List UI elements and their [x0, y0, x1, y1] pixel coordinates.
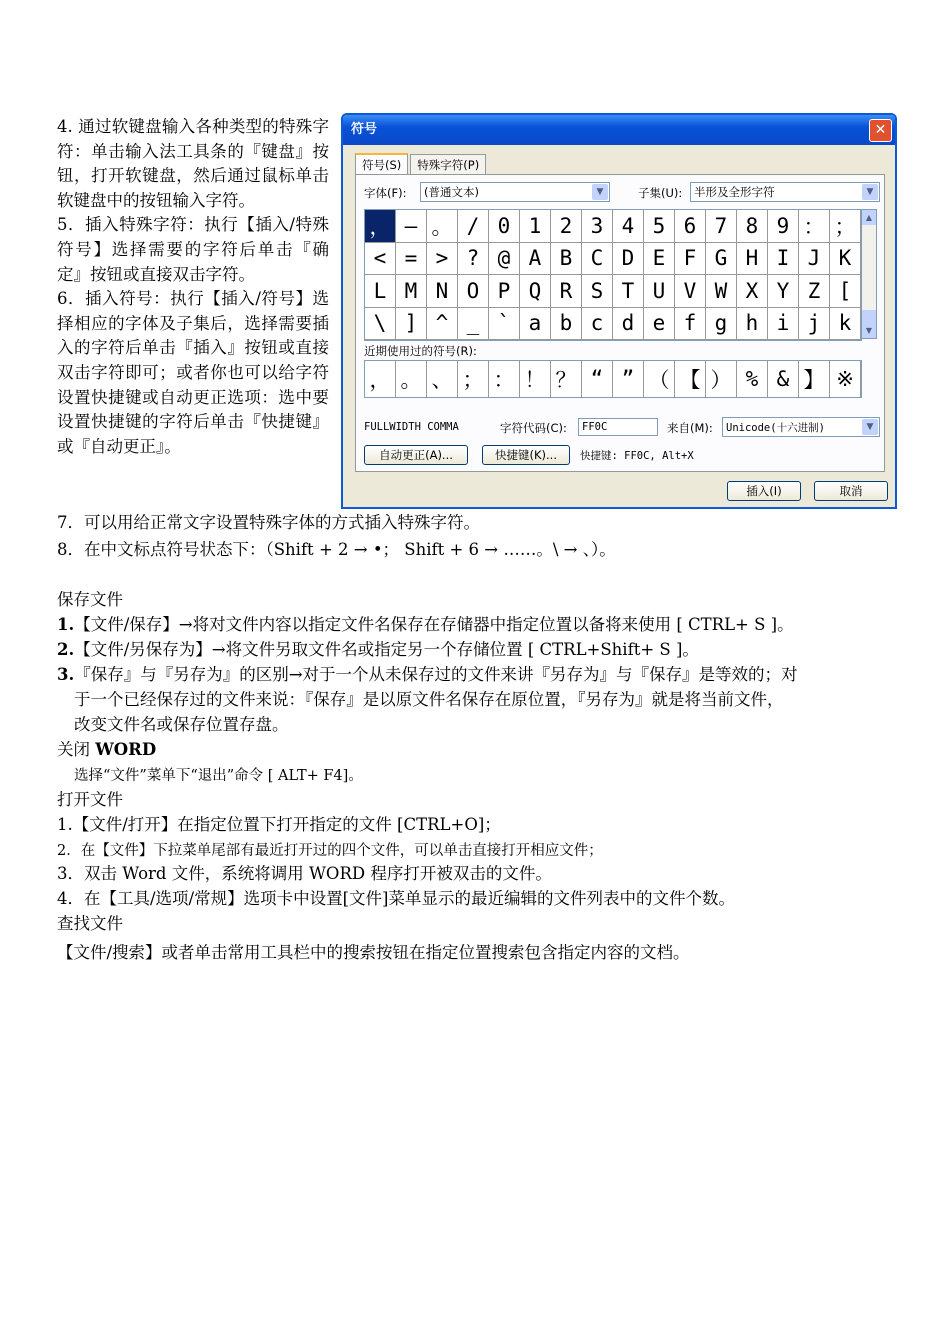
dialog-title: 符号 [351, 122, 378, 137]
close-heading [57, 738, 156, 762]
chevron-down-icon: ▼ [592, 184, 608, 200]
symbol-cell[interactable]: M [396, 275, 427, 308]
save-item-3-text-c: 改变文件名或保存位置存盘。 [74, 715, 289, 734]
tab-symbols[interactable]: 符号(S) [355, 153, 408, 176]
recent-symbol-cell[interactable]: 【 [675, 361, 706, 397]
recent-symbol-cell[interactable]: ！ [520, 361, 551, 397]
close-heading-text: 关闭 [57, 740, 96, 759]
recent-symbol-cell[interactable]: 、 [427, 361, 458, 397]
save-item-3 [57, 663, 798, 687]
from-select[interactable] [722, 417, 880, 437]
find-heading: 查找文件 [57, 914, 123, 933]
recent-symbol-cell[interactable]: & [768, 361, 799, 397]
chevron-down-icon: ▼ [862, 419, 878, 435]
symbol-cell[interactable]: F [675, 243, 706, 276]
symbol-cell[interactable]: ? [458, 243, 489, 276]
symbol-cell[interactable]: ： [799, 210, 830, 243]
open-item-2: 2．在【文件】下拉菜单尾部有最近打开过的四个文件，可以单击直接打开相应文件； [57, 843, 603, 859]
shortcut-key-button[interactable]: 快捷键(K)... [482, 445, 570, 465]
save-heading: 保存文件 [57, 590, 123, 609]
symbol-cell[interactable]: V [675, 275, 706, 308]
save-item-2-text: 【文件/另保存为】→将文件另取文件名或指定另一个存储位置 [ CTRL+Shift+ S ]。 [74, 640, 699, 659]
save-item-3-text-b: 于一个已经保存过的文件来说：『保存』是以原文件名保存在原位置，『另存为』就是将当前文件， [74, 690, 784, 709]
symbol-cell[interactable]: ； [830, 210, 861, 243]
symbol-cell[interactable]: 7 [706, 210, 737, 243]
symbol-cell[interactable]: G [706, 243, 737, 276]
item-8-text: 8．在中文标点符号状态下：（Shift + 2 → •； Shift + 6 → ……。\ → 、）。 [57, 540, 616, 559]
recent-symbol-cell[interactable]: ， [365, 361, 396, 397]
symbol-cell[interactable]: \ [365, 308, 396, 341]
save-item-3-text-a: 『保存』与『另存为』的区别→对于一个从未保存过的文件来讲『另存为』与『保存』是等效的；对 [74, 665, 798, 684]
symbol-cell[interactable]: 1 [520, 210, 551, 243]
symbol-cell[interactable]: 3 [582, 210, 613, 243]
symbol-cell[interactable]: 2 [551, 210, 582, 243]
intro-paragraphs [57, 115, 329, 459]
open-item-3: 3．双击 Word 文件，系统将调用 WORD 程序打开被双击的文件。 [57, 864, 552, 883]
symbol-cell[interactable]: c [582, 308, 613, 341]
recent-symbol-cell[interactable]: “ [582, 361, 613, 397]
char-name: FULLWIDTH COMMA [364, 421, 459, 433]
symbol-cell[interactable]: g [706, 308, 737, 341]
symbol-cell[interactable]: _ [458, 308, 489, 341]
symbol-cell[interactable]: X [737, 275, 768, 308]
font-select[interactable] [420, 182, 610, 202]
item-5-text: 5．插入特殊字符：执行【插入/特殊符号】选择需要的字符后单击『确定』按钮或直接双击字符。 [57, 215, 329, 284]
symbol-cell[interactable]: Y [768, 275, 799, 308]
save-item-1-num: 1. [57, 615, 75, 634]
recent-symbol-cell[interactable]: ※ [830, 361, 861, 397]
symbols-panel [355, 174, 885, 472]
save-item-2-num: 2. [57, 640, 75, 659]
save-item-3-num: 3. [57, 665, 75, 684]
recent-symbol-cell[interactable]: 】 [799, 361, 830, 397]
font-label: 字体(F): [364, 186, 407, 200]
symbol-cell[interactable]: W [706, 275, 737, 308]
grid-scrollbar[interactable] [861, 209, 877, 339]
symbol-cell[interactable]: D [613, 243, 644, 276]
autocorrect-button[interactable]: 自动更正(A)... [364, 445, 468, 465]
symbol-cell[interactable]: B [551, 243, 582, 276]
symbol-cell[interactable]: A [520, 243, 551, 276]
find-item-1: 【文件/搜索】或者单击常用工具栏中的搜索按钮在指定位置搜索包含指定内容的文档。 [57, 943, 690, 962]
symbol-cell[interactable]: k [830, 308, 861, 341]
symbol-cell[interactable]: a [520, 308, 551, 341]
symbol-cell[interactable]: ` [489, 308, 520, 341]
item-6-text: 6．插入符号：执行【插入/符号】选择相应的字体及子集后，选择需要插入的字符后单击『插入』按钮或直接双击字符即可；或者你也可以给字符设置快捷键或自动更正选项：选中要设置快捷键的字符后单击『快捷键』或『自动更正』。 [57, 289, 329, 456]
symbol-cell[interactable]: h [737, 308, 768, 341]
symbol-cell[interactable]: f [675, 308, 706, 341]
save-item-2 [57, 638, 699, 662]
chevron-down-icon: ▼ [862, 184, 878, 200]
shortcut-text: 快捷键: FF0C, Alt+X [580, 450, 694, 462]
symbol-cell[interactable]: j [799, 308, 830, 341]
symbol-cell[interactable]: R [551, 275, 582, 308]
symbol-cell[interactable]: T [613, 275, 644, 308]
symbol-cell[interactable]: N [427, 275, 458, 308]
open-item-4: 4．在【工具/选项/常规】选项卡中设置[文件]菜单显示的最近编辑的文件列表中的文件个数。 [57, 889, 735, 908]
dialog-titlebar [343, 115, 895, 145]
symbol-cell[interactable]: b [551, 308, 582, 341]
scroll-up-icon[interactable]: ▲ [862, 210, 876, 225]
save-item-1 [57, 613, 794, 637]
char-code-label: 字符代码(C): [500, 421, 567, 435]
symbol-cell[interactable]: ] [396, 308, 427, 341]
cancel-button[interactable]: 取消 [814, 481, 888, 501]
recent-symbol-cell[interactable]: ； [458, 361, 489, 397]
symbol-cell[interactable]: 4 [613, 210, 644, 243]
symbol-cell[interactable]: 5 [644, 210, 675, 243]
symbol-cell[interactable]: 。 [427, 210, 458, 243]
symbol-cell[interactable]: U [644, 275, 675, 308]
symbol-cell[interactable]: O [458, 275, 489, 308]
recent-symbol-cell[interactable]: % [737, 361, 768, 397]
scroll-down-icon[interactable]: ▼ [862, 323, 876, 338]
recent-symbol-cell[interactable]: ） [706, 361, 737, 397]
tab-special-chars[interactable]: 特殊字符(P) [410, 154, 486, 175]
symbol-cell[interactable]: C [582, 243, 613, 276]
recent-symbol-cell[interactable]: ： [489, 361, 520, 397]
font-value: (普通文本) [424, 185, 479, 199]
symbol-cell[interactable]: — [396, 210, 427, 243]
symbol-cell[interactable]: i [768, 308, 799, 341]
char-code-input[interactable]: FF0C [578, 418, 658, 436]
symbol-cell[interactable]: L [365, 275, 396, 308]
subset-select[interactable] [690, 182, 880, 202]
save-item-1-text: 【文件/保存】→将对文件内容以指定文件名保存在存储器中指定位置以备将来使用 [ CTRL+ S ]。 [74, 615, 794, 634]
symbol-cell[interactable]: S [582, 275, 613, 308]
dialog-tabs [355, 153, 488, 175]
symbol-dialog [341, 113, 897, 509]
symbol-cell[interactable]: ^ [427, 308, 458, 341]
close-text: 选择“文件”菜单下“退出”命令 [ ALT+ F4]。 [74, 768, 363, 784]
open-heading: 打开文件 [57, 790, 123, 809]
symbol-cell[interactable]: I [768, 243, 799, 276]
open-item-1: 1.【文件/打开】在指定位置下打开指定的文件 [CTRL+O]； [57, 815, 501, 834]
symbol-cell[interactable]: P [489, 275, 520, 308]
symbol-cell[interactable]: ， [365, 210, 396, 243]
symbol-cell[interactable]: > [427, 243, 458, 276]
symbol-cell[interactable]: Z [799, 275, 830, 308]
symbol-cell[interactable]: / [458, 210, 489, 243]
symbol-cell[interactable]: Q [520, 275, 551, 308]
subset-label: 子集(U): [638, 186, 683, 200]
recent-symbols[interactable] [364, 360, 862, 398]
symbol-cell[interactable]: < [365, 243, 396, 276]
subset-value: 半形及全形字符 [694, 185, 775, 199]
symbol-cell[interactable]: H [737, 243, 768, 276]
symbol-cell[interactable]: 8 [737, 210, 768, 243]
symbol-cell[interactable]: 6 [675, 210, 706, 243]
from-value: Unicode(十六进制) [726, 422, 825, 434]
insert-button[interactable]: 插入(I) [727, 481, 801, 501]
close-icon[interactable]: ✕ [869, 119, 892, 142]
symbol-cell[interactable]: J [799, 243, 830, 276]
recent-label: 近期使用过的符号(R): [364, 344, 477, 358]
symbol-cell[interactable]: [ [830, 275, 861, 308]
symbol-cell[interactable]: K [830, 243, 861, 276]
scroll-thumb[interactable] [862, 310, 876, 324]
symbol-cell[interactable]: 9 [768, 210, 799, 243]
recent-symbol-cell[interactable]: ” [613, 361, 644, 397]
recent-symbol-cell[interactable]: ？ [551, 361, 582, 397]
symbol-cell[interactable]: 0 [489, 210, 520, 243]
symbol-cell[interactable]: @ [489, 243, 520, 276]
close-heading-word: WORD [95, 740, 157, 759]
item-7-text: 7．可以用给正常文字设置特殊字体的方式插入特殊字符。 [57, 513, 480, 532]
symbol-cell[interactable]: e [644, 308, 675, 341]
recent-symbol-cell[interactable]: （ [644, 361, 675, 397]
symbol-cell[interactable]: d [613, 308, 644, 341]
symbol-cell[interactable]: = [396, 243, 427, 276]
symbol-grid[interactable] [364, 209, 862, 341]
symbol-cell[interactable]: E [644, 243, 675, 276]
recent-symbol-cell[interactable]: 。 [396, 361, 427, 397]
item-4-text: 4. 通过软键盘输入各种类型的特殊字符：单击输入法工具条的『键盘』按钮，打开软键盘，然后通过鼠标单击软键盘中的按钮输入字符。 [57, 117, 329, 210]
from-label: 来自(M): [667, 421, 713, 435]
